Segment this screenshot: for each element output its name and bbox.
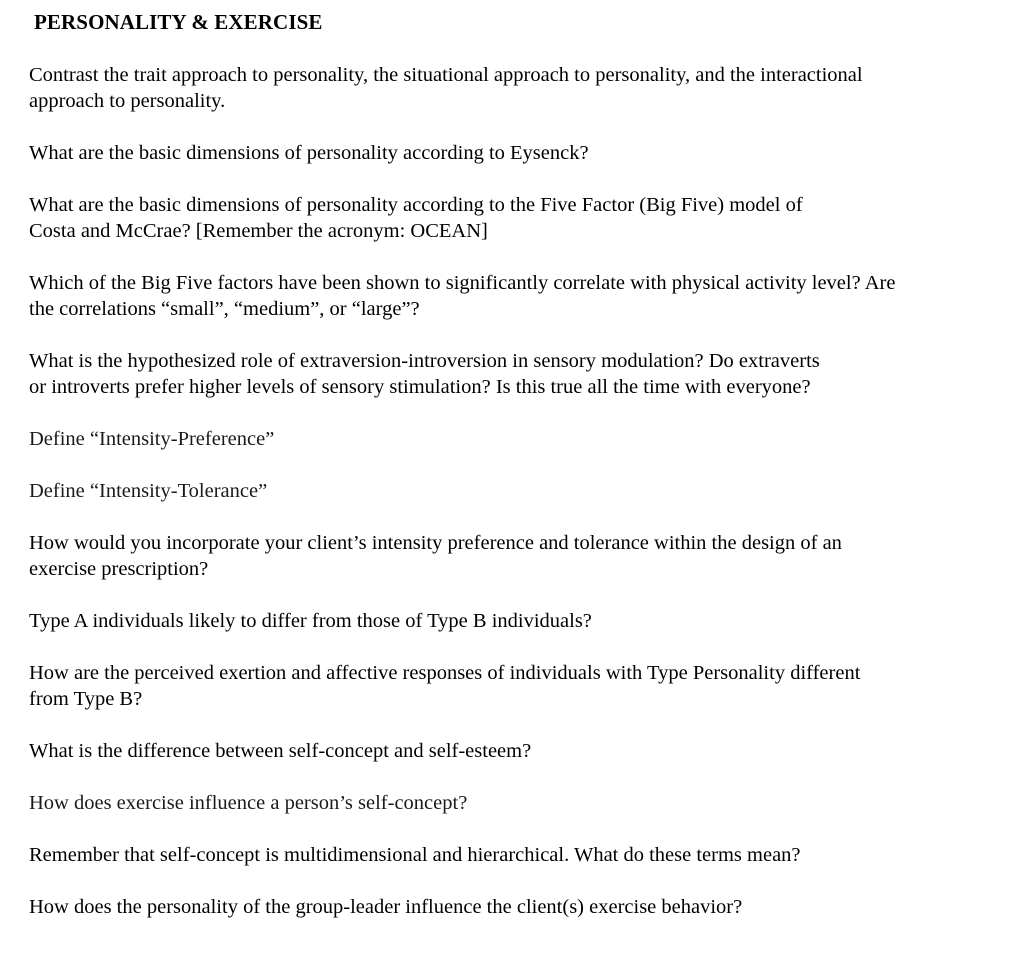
question-line: How does exercise influence a person’s self-concept? bbox=[29, 792, 468, 814]
question-3 bbox=[29, 192, 1009, 244]
question-line: Define “Intensity-Preference” bbox=[29, 428, 275, 450]
question-7 bbox=[29, 478, 1009, 504]
question-line: approach to personality. bbox=[29, 90, 226, 112]
question-1 bbox=[29, 62, 1009, 114]
question-line: What is the difference between self-concept and self-esteem? bbox=[29, 740, 532, 762]
question-line: How would you incorporate your client’s intensity preference and tolerance within the design of an bbox=[29, 532, 842, 554]
question-line: or introverts prefer higher levels of sensory stimulation? Is this true all the time with everyone? bbox=[29, 376, 811, 398]
question-11 bbox=[29, 738, 1009, 764]
question-line: What is the hypothesized role of extraversion-introversion in sensory modulation? Do extraverts bbox=[29, 350, 820, 372]
question-line: the correlations “small”, “medium”, or “large”? bbox=[29, 298, 420, 320]
question-line: Type A individuals likely to differ from those of Type B individuals? bbox=[29, 610, 592, 632]
question-line: Remember that self-concept is multidimensional and hierarchical. What do these terms mean? bbox=[29, 844, 801, 866]
question-8 bbox=[29, 530, 1009, 582]
question-4 bbox=[29, 270, 1009, 322]
question-13 bbox=[29, 842, 1009, 868]
question-2 bbox=[29, 140, 1009, 166]
question-12 bbox=[29, 790, 1009, 816]
question-line: from Type B? bbox=[29, 688, 143, 710]
question-10 bbox=[29, 660, 1009, 712]
question-6 bbox=[29, 426, 1009, 452]
question-list bbox=[29, 62, 1009, 946]
question-line: What are the basic dimensions of personality according to Eysenck? bbox=[29, 142, 589, 164]
question-14 bbox=[29, 894, 1009, 920]
question-9 bbox=[29, 608, 1009, 634]
question-line: Contrast the trait approach to personality, the situational approach to personality, and the interactional bbox=[29, 64, 863, 86]
question-line: Which of the Big Five factors have been shown to significantly correlate with physical activity level? Are bbox=[29, 272, 896, 294]
question-line: How are the perceived exertion and affective responses of individuals with Type Personality different bbox=[29, 662, 861, 684]
question-line: Define “Intensity-Tolerance” bbox=[29, 480, 268, 502]
question-line: Costa and McCrae? [Remember the acronym: OCEAN] bbox=[29, 220, 488, 242]
question-line: What are the basic dimensions of personality according to the Five Factor (Big Five) model of bbox=[29, 194, 803, 216]
question-line: exercise prescription? bbox=[29, 558, 209, 580]
question-line: How does the personality of the group-leader influence the client(s) exercise behavior? bbox=[29, 896, 743, 918]
document-title: PERSONALITY & EXERCISE bbox=[34, 10, 323, 34]
question-5 bbox=[29, 348, 1009, 400]
